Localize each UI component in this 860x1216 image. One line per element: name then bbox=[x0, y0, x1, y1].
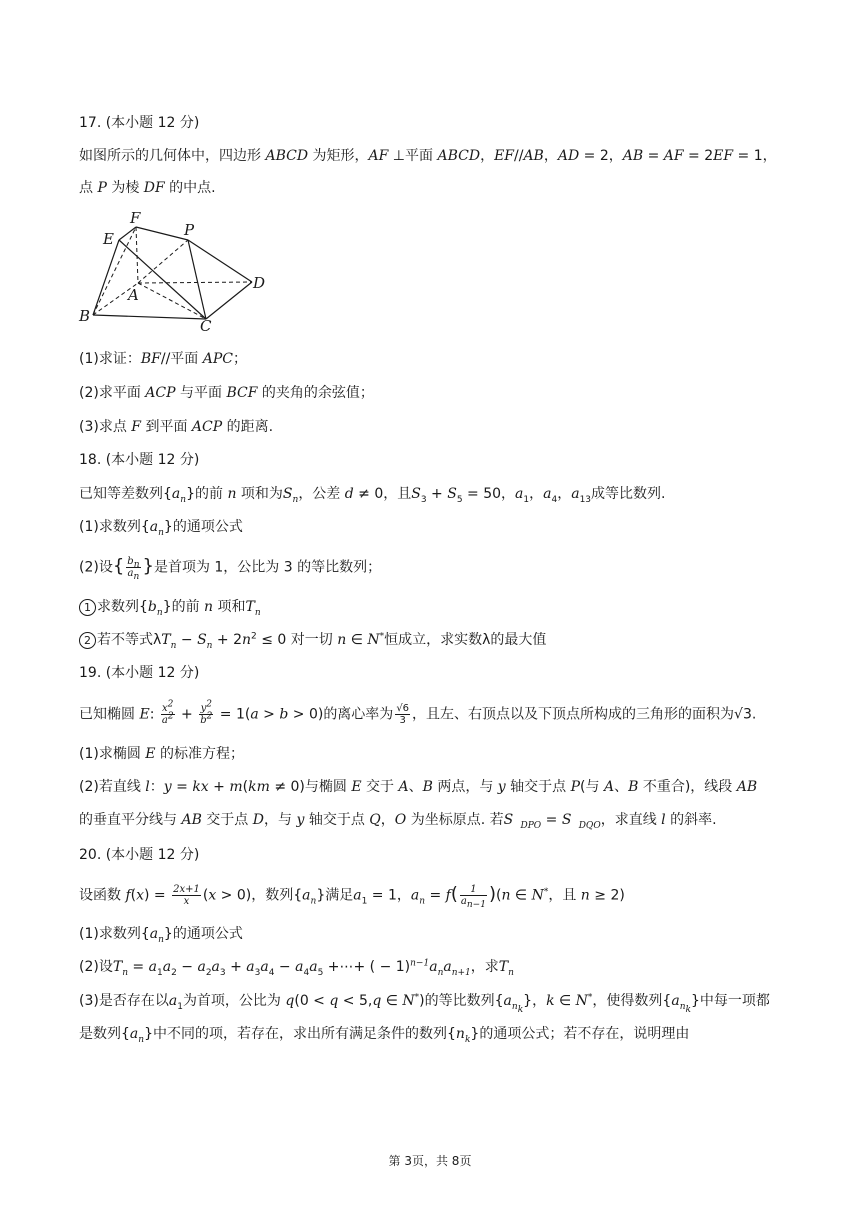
vertex-label-e: E bbox=[103, 230, 114, 248]
q18-case2: 2 若不等式$\lambda T_n - S_n + 2n^2 \le 0$ 对一切 n ∈ N*恒成立，求实数λ的最大值 bbox=[79, 630, 546, 650]
q18-stem: 已知等差数列$\{a_n\}$的前 n 项和为$S_n$，公差 d ≠ 0，且$S_3 + S_5 = 50$，$a_1$，$a_4$，$a_{13}$成等比数列. bbox=[79, 486, 666, 505]
vertex-label-c: C bbox=[200, 317, 212, 335]
q17-heading: 17. (本小题 12 分) bbox=[79, 115, 200, 131]
vertex-label-f: F bbox=[130, 209, 141, 227]
q17-sub3: (3)求点 F 到平面 ACP 的距离. bbox=[79, 419, 274, 435]
q18-case1: 1 求数列$\{b_n\}$的前 n 项和$T_n$ bbox=[79, 597, 261, 617]
q18-heading: 18. (本小题 12 分) bbox=[79, 452, 200, 468]
q20-stem: 设函数 f(x) = $\frac{2x+1}{x}$ (x > 0)，数列$\{a_n\}$满足$a_1 = 1$，$a_n = f$( $\frac{1}{a_{n-1}}$ )(n ∈ N*，且 n ≥ 2) bbox=[79, 883, 625, 910]
q20-sub2: (2)设$T_n = a_1a_2 - a_2a_3 + a_3a_4 - a_4a_5$ +⋯+ ( − $1)^{n-1}a_na_{n+1}$，求$T_n$ bbox=[79, 958, 514, 978]
page-footer: 第 3页，共 8页 bbox=[388, 1154, 472, 1168]
q20-sub3-line1: (3)是否存在以$a_1$为首项，公比为 q(0 < q < 5,q ∈ N*)的等比数列$\{a_{n_k}\}$，k ∈ N*，使得数列$\{a_{n_k}\}$中每一项都 bbox=[79, 992, 770, 1015]
q17-stem-line1: 如图所示的几何体中，四边形 ABCD 为矩形，AF ⊥平面 ABCD，EF//AB，AD = 2，AB = AF = 2EF = 1， bbox=[79, 148, 777, 164]
q20-heading: 20. (本小题 12 分) bbox=[79, 847, 200, 863]
q20-sub1: (1)求数列$\{a_n\}$的通项公式 bbox=[79, 926, 243, 945]
q17-sub1: (1)求证：BF//平面 APC； bbox=[79, 351, 247, 367]
q20-sub3-line2: 是数列$\{a_n\}$中不同的项，若存在，求出所有满足条件的数列$\{n_k\}$的通项公式；若不存在，说明理由 bbox=[79, 1026, 690, 1045]
q17-sub2: (2)求平面 ACP 与平面 BCF 的夹角的余弦值； bbox=[79, 385, 374, 401]
q17-geometry-figure bbox=[76, 207, 276, 337]
q19-stem: 已知椭圆 E: $\frac{x^2}{a^2}$ + $\frac{y^2}{b^2}$ = 1(a > b > 0)的离心率为 $\frac{√6}{3}$ ，且左、右顶点以及下顶点所构成的三角形的面积为√3. bbox=[79, 699, 757, 726]
vertex-label-a: A bbox=[128, 286, 139, 304]
q18-sub1: (1)求数列$\{a_n\}$的通项公式 bbox=[79, 519, 243, 538]
vertex-label-d: D bbox=[253, 274, 266, 292]
q18-sub2: (2)设{ $\frac{b_n}{a_n}$ }是首项为 1，公比为 3 的等比数列； bbox=[79, 555, 382, 582]
vertex-label-p: P bbox=[184, 221, 195, 239]
q19-sub2-line2: 的垂直平分线与 AB 交于点 D，与 y 轴交于点 Q，O 为坐标原点. 若S $_{DPO}$ = S $_{DQO}$，求直线 l 的斜率. bbox=[79, 812, 717, 831]
q19-sub1: (1)求椭圆 E 的标准方程； bbox=[79, 746, 244, 762]
vertex-label-b: B bbox=[79, 307, 91, 325]
q17-stem-line2: 点 P 为棱 DF 的中点. bbox=[79, 180, 216, 196]
q19-sub2-line1: (2)若直线 l：y = kx + m(km ≠ 0)与椭圆 E 交于 A、B 两点，与 y 轴交于点 P(与 A、B 不重合)，线段 AB bbox=[79, 779, 758, 795]
q19-heading: 19. (本小题 12 分) bbox=[79, 665, 200, 681]
